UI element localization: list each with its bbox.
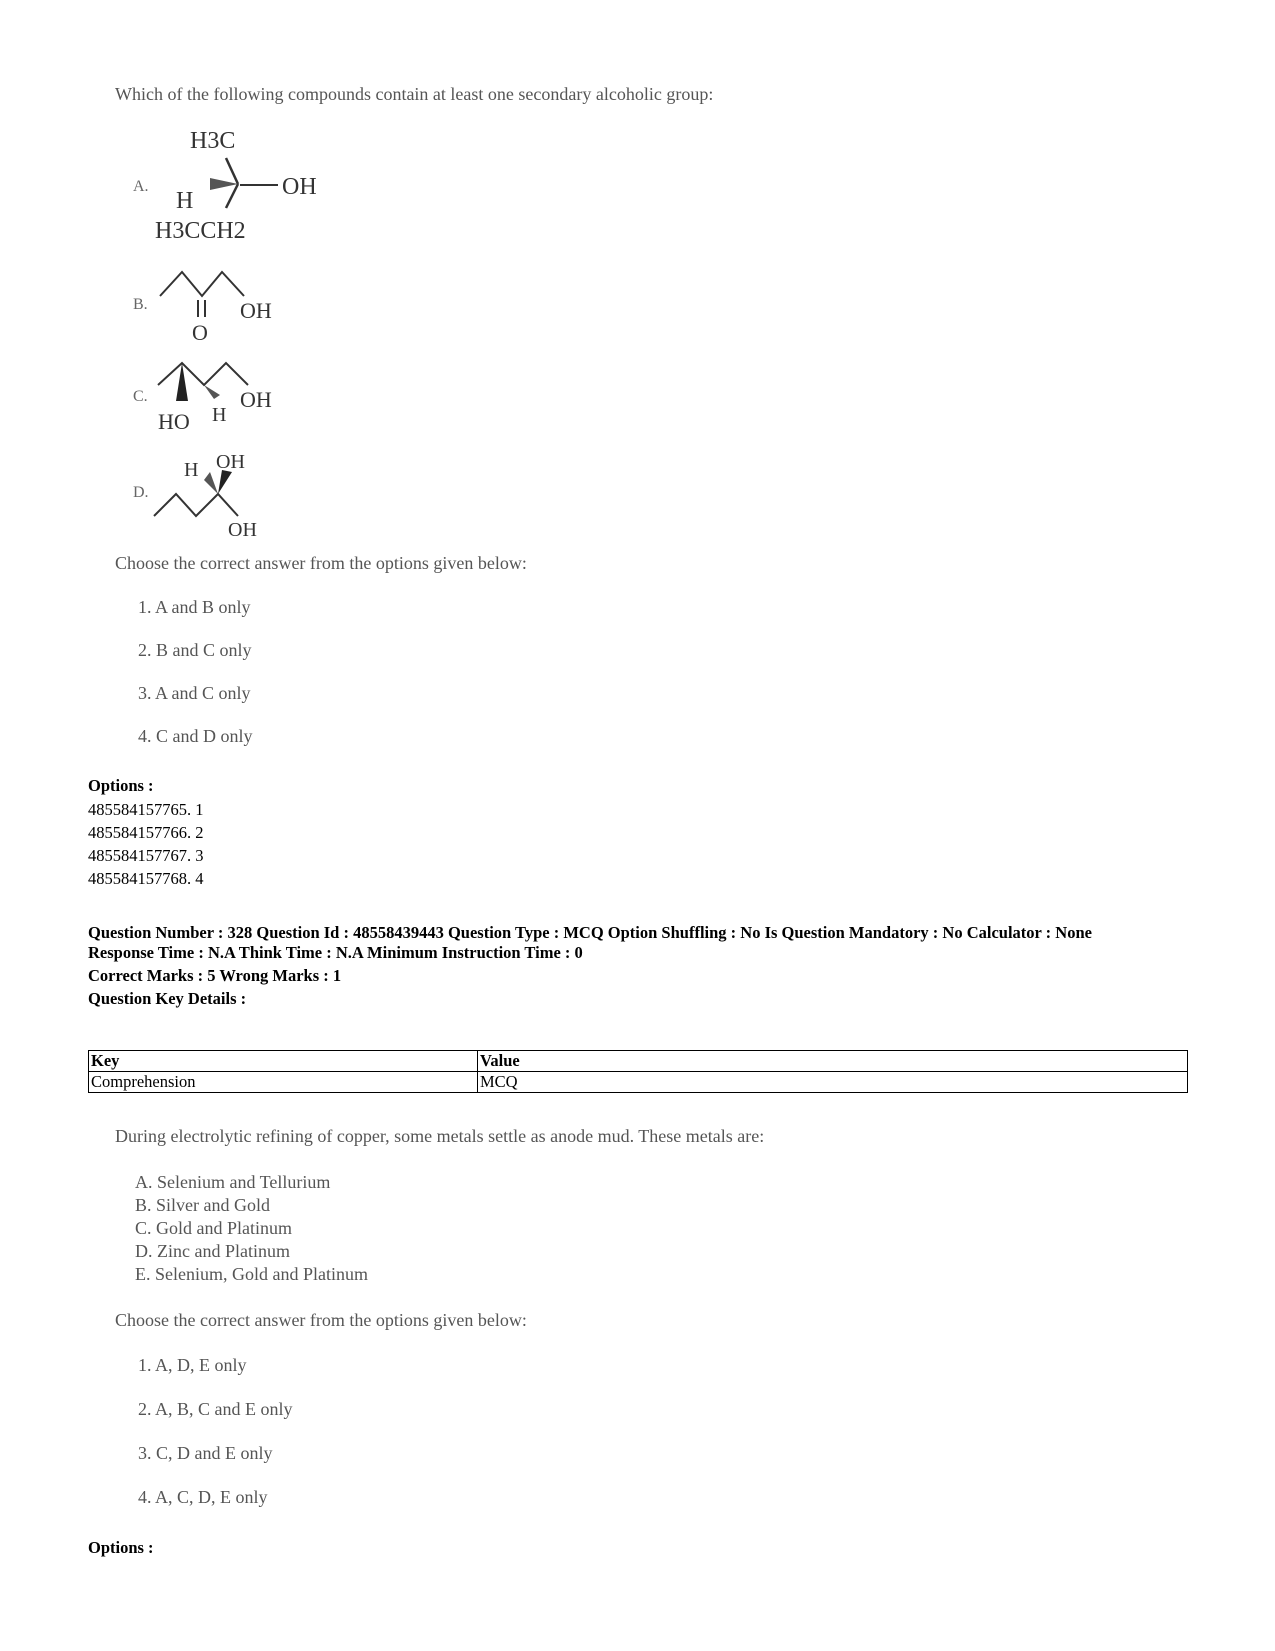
- answer-choice: 2. A, B, C and E only: [138, 1399, 293, 1419]
- atom-label: H: [212, 404, 227, 426]
- structure-label: A.: [133, 178, 149, 195]
- statement-item: B. Silver and Gold: [135, 1195, 270, 1215]
- options-label: Options :: [88, 776, 154, 795]
- structure-label: C.: [133, 388, 148, 405]
- structure-label: B.: [133, 296, 148, 313]
- table-cell: Comprehension: [89, 1072, 478, 1093]
- statement-item: D. Zinc and Platinum: [135, 1241, 290, 1261]
- statement-item: E. Selenium, Gold and Platinum: [135, 1264, 368, 1284]
- statement-item: A. Selenium and Tellurium: [135, 1172, 331, 1192]
- question-marks: Correct Marks : 5 Wrong Marks : 1: [88, 966, 342, 985]
- answer-choice: 2. B and C only: [138, 640, 252, 660]
- answer-choice: 1. A, D, E only: [138, 1355, 247, 1375]
- option-item: 485584157767. 3: [88, 846, 204, 865]
- table-cell: MCQ: [478, 1072, 1188, 1093]
- question-key-table: [88, 1050, 1188, 1093]
- options-label: Options :: [88, 1538, 154, 1557]
- question-meta: Response Time : N.A Think Time : N.A Minimum Instruction Time : 0: [88, 943, 583, 962]
- atom-label: H: [184, 459, 199, 481]
- structure-b-diagram: [150, 262, 300, 347]
- answer-choice: 4. A, C, D, E only: [138, 1487, 268, 1507]
- atom-label: OH: [240, 387, 272, 412]
- structure-c-diagram: [150, 355, 300, 440]
- option-item: 485584157765. 1: [88, 800, 204, 819]
- structure-label: D.: [133, 484, 149, 501]
- option-item: 485584157768. 4: [88, 869, 204, 888]
- table-header-row: [89, 1051, 1188, 1072]
- atom-label: O: [192, 320, 208, 345]
- structure-a-diagram: [150, 118, 350, 258]
- answer-prompt: Choose the correct answer from the options given below:: [115, 1310, 527, 1330]
- option-item: 485584157766. 2: [88, 823, 204, 842]
- answer-choice: 3. C, D and E only: [138, 1443, 273, 1463]
- atom-label: OH: [240, 298, 272, 323]
- atom-label: OH: [216, 451, 245, 473]
- answer-prompt: Choose the correct answer from the options given below:: [115, 553, 527, 573]
- question-stem: During electrolytic refining of copper, some metals settle as anode mud. These metals are:: [115, 1126, 765, 1146]
- atom-label: OH: [282, 174, 317, 200]
- atom-label: OH: [228, 519, 257, 540]
- table-header-cell: Value: [478, 1051, 1188, 1072]
- answer-choice: 4. C and D only: [138, 726, 253, 746]
- structure-d-diagram: [150, 448, 300, 540]
- answer-choice: 1. A and B only: [138, 597, 251, 617]
- question-meta: Question Number : 328 Question Id : 48558439443 Question Type : MCQ Option Shuffling : No Is Question Mandatory : No Calculator : None: [88, 923, 1092, 942]
- atom-label: HO: [158, 409, 190, 434]
- atom-label: H: [176, 188, 194, 214]
- statement-item: C. Gold and Platinum: [135, 1218, 292, 1238]
- table-header-cell: Key: [89, 1051, 478, 1072]
- table-row: [89, 1072, 1188, 1093]
- question-stem: Which of the following compounds contain at least one secondary alcoholic group:: [115, 84, 714, 104]
- key-details-label: Question Key Details :: [88, 989, 247, 1008]
- atom-label: H3CCH2: [155, 218, 246, 244]
- atom-label: H3C: [190, 128, 236, 154]
- answer-choice: 3. A and C only: [138, 683, 251, 703]
